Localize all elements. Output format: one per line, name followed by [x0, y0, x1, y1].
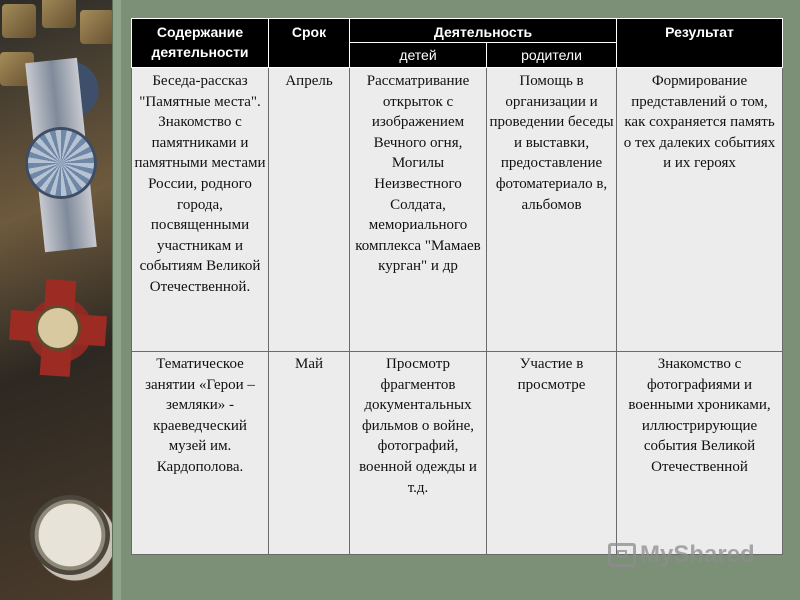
cell-parents: Участие в просмотре [487, 352, 617, 555]
header-parents: родители [487, 43, 617, 68]
table-row [132, 68, 783, 352]
cell-result: Знакомство с фотографиями и военными хрониками, иллюстрирующие события Великой Отечественной [617, 352, 783, 555]
myshared-watermark [608, 540, 755, 570]
cell-result: Формирование представлений о том, как сохраняется память о тех далеких событиях и их героях [617, 68, 783, 352]
header-children: детей [350, 43, 487, 68]
medal-rosette [28, 130, 94, 196]
table-row [132, 352, 783, 555]
cell-term: Май [269, 352, 350, 555]
cell-children: Просмотр фрагментов документальных фильмов о войне, фотографий, военной одежды и т.д. [350, 352, 487, 555]
myshared-logo-icon [608, 543, 636, 567]
slide-border [112, 0, 121, 600]
header-activity: Деятельность [350, 19, 617, 43]
cell-children: Рассматривание открыток с изображением Вечного огня, Могилы Неизвестного Солдата, мемориального комплекса "Мамаев курган" и др [350, 68, 487, 352]
header-result: Результат [617, 19, 783, 68]
header-term: Срок [269, 19, 350, 68]
compass-image [30, 495, 110, 575]
watermark-text: MyShared [640, 541, 755, 568]
header-content: Содержание деятельности [132, 19, 269, 68]
cell-parents: Помощь в организации и проведении беседы и выставки, предоставление фотоматериало в, альбомов [487, 68, 617, 352]
cell-content: Беседа-рассказ "Памятные места". Знакомство с памятниками и памятными местами России, родного города, посвященными участникам и событиям Великой Отечественной. [132, 68, 269, 352]
activity-table [131, 18, 783, 555]
cell-content: Тематическое занятии «Герои – земляки» - краеведческий музей им. Кардополова. [132, 352, 269, 555]
cell-term: Апрель [269, 68, 350, 352]
decorative-medals-photo [0, 0, 112, 600]
